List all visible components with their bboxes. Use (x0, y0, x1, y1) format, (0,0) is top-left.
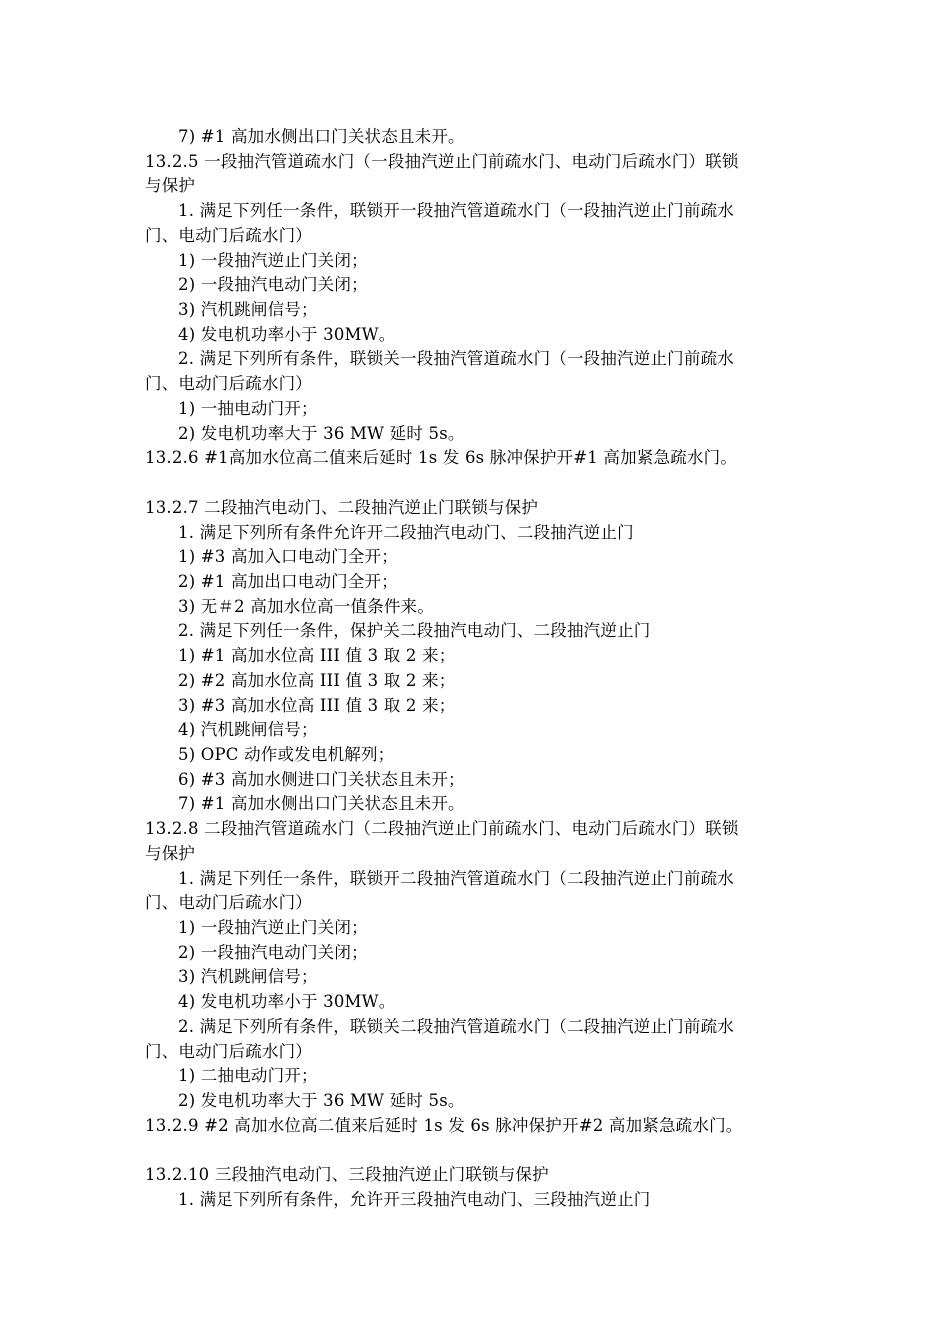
text-line: 2) #2 高加水位高 III 值 3 取 2 来； (178, 670, 456, 690)
text-line: 门、电动门后疏水门） (145, 225, 312, 245)
text-line: 2. 满足下列所有条件，联锁关二段抽汽管道疏水门（二段抽汽逆止门前疏水 (178, 1016, 734, 1036)
text-line: 4) 发电机功率小于 30MW。 (178, 992, 396, 1012)
text-line: 1. 满足下列任一条件，联锁开一段抽汽管道疏水门（一段抽汽逆止门前疏水 (178, 201, 734, 221)
text-line: 2) #1 高加出口电动门全开； (178, 571, 398, 591)
text-line: 1. 满足下列所有条件允许开二段抽汽电动门、二段抽汽逆止门 (178, 522, 634, 542)
blank-line (145, 1139, 835, 1163)
text-line: 7) #1 高加水侧出口门关状态且未开。 (178, 127, 465, 146)
text-line: 6) #3 高加水侧进口门关状态且未开； (178, 769, 465, 789)
text-line: 2. 满足下列任一条件，保护关二段抽汽电动门、二段抽汽逆止门 (178, 621, 651, 641)
text-line: 13.2.8 二段抽汽管道疏水门（二段抽汽逆止门前疏水门、电动门后疏水门）联锁 (145, 819, 739, 839)
text-line: 1) 二抽电动门开； (178, 1066, 318, 1086)
blank-line (145, 471, 835, 495)
text-line: 与保护 (145, 176, 196, 196)
text-line: 2) 发电机功率大于 36 MW 延时 5s。 (178, 1091, 465, 1111)
text-line: 7) #1 高加水侧出口门关状态且未开。 (178, 794, 465, 814)
text-line: 3) 汽机跳闸信号； (178, 300, 318, 320)
text-line: 2) 一段抽汽电动门关闭； (178, 275, 368, 295)
text-line: 1) #3 高加入口电动门全开； (178, 547, 398, 567)
text-line: 与保护 (145, 843, 196, 863)
text-line: 3) 汽机跳闸信号； (178, 967, 318, 987)
text-line: 13.2.6 #1高加水位高二值来后延时 1s 发 6s 脉冲保护开#1 高加紧急疏水门。 (145, 448, 738, 468)
text-line: 3) 无＃2 高加水位高一值条件来。 (178, 596, 435, 616)
text-line: 1) #1 高加水位高 III 值 3 取 2 来； (178, 646, 456, 666)
text-line: 1. 满足下列所有条件，允许开三段抽汽电动门、三段抽汽逆止门 (178, 1189, 651, 1209)
text-line: 1) 一抽电动门开； (178, 398, 318, 418)
text-line: 4) 发电机功率小于 30MW。 (178, 324, 396, 344)
text-line: 13.2.9 #2 高加水位高二值来后延时 1s 发 6s 脉冲保护开#2 高加紧急疏水门。 (145, 1115, 743, 1135)
text-line: 2) 一段抽汽电动门关闭； (178, 942, 368, 962)
text-line: 1. 满足下列任一条件，联锁开二段抽汽管道疏水门（二段抽汽逆止门前疏水 (178, 868, 734, 888)
text-line: 门、电动门后疏水门） (145, 893, 312, 913)
text-line: 门、电动门后疏水门） (145, 1041, 312, 1061)
text-line: 4) 汽机跳闸信号； (178, 720, 318, 740)
text-line: 13.2.10 三段抽汽电动门、三段抽汽逆止门联锁与保护 (145, 1165, 549, 1185)
text-line: 门、电动门后疏水门） (145, 374, 312, 394)
text-line: 5) OPC 动作或发电机解列； (178, 745, 395, 764)
text-line: 1) 一段抽汽逆止门关闭； (178, 918, 368, 938)
text-line: 2) 发电机功率大于 36 MW 延时 5s。 (178, 423, 465, 443)
text-line: 2. 满足下列所有条件，联锁关一段抽汽管道疏水门（一段抽汽逆止门前疏水 (178, 349, 734, 369)
text-line: 3) #3 高加水位高 III 值 3 取 2 来； (178, 695, 456, 715)
text-line: 13.2.5 一段抽汽管道疏水门（一段抽汽逆止门前疏水门、电动门后疏水门）联锁 (145, 151, 739, 171)
text-line: 13.2.7 二段抽汽电动门、二段抽汽逆止门联锁与保护 (145, 497, 539, 517)
text-line: 1) 一段抽汽逆止门关闭； (178, 250, 368, 270)
